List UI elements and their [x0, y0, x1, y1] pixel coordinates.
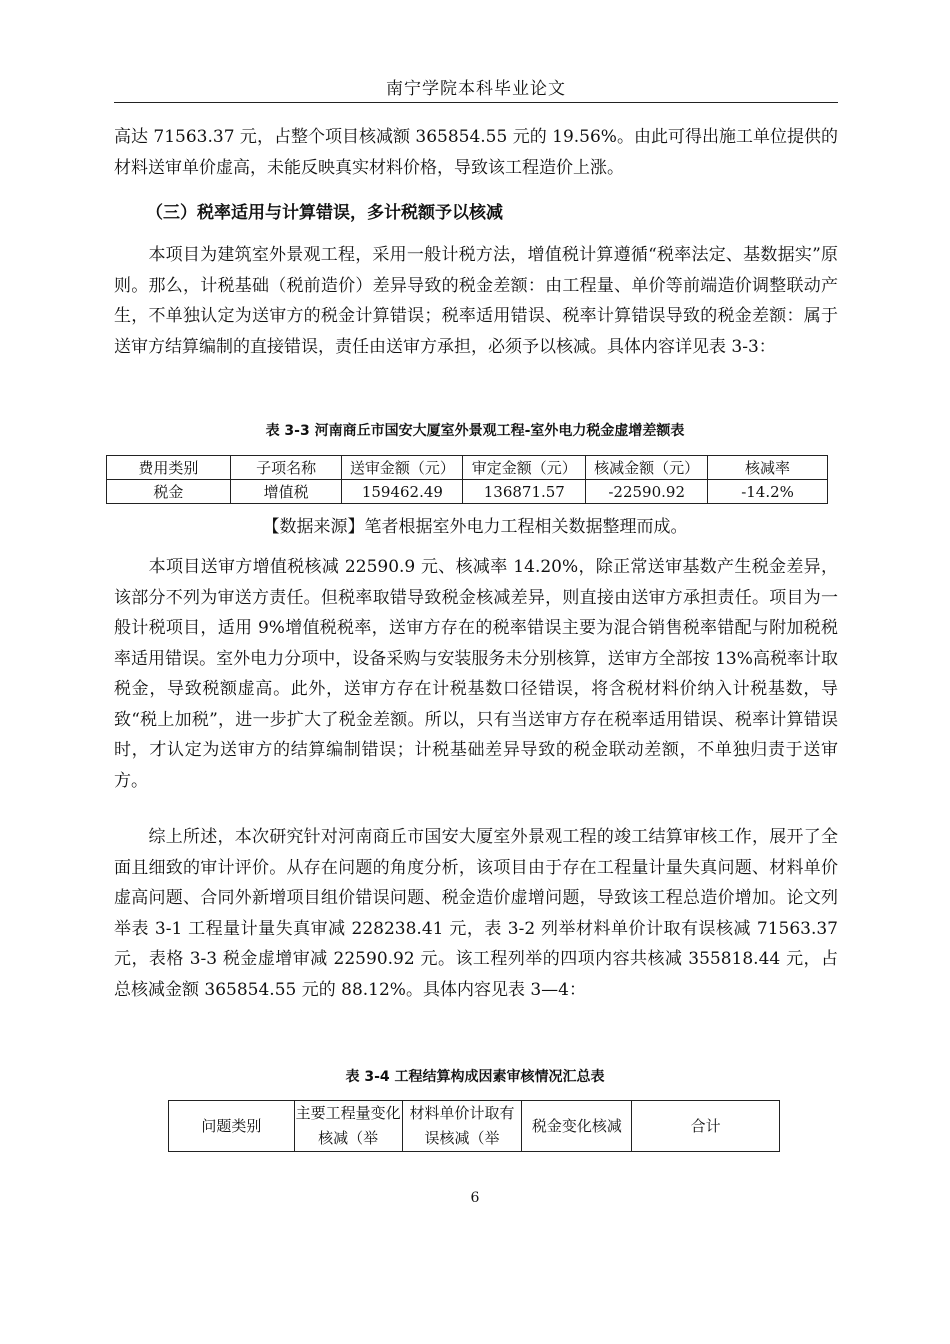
table-3-3-caption: 表 3-3 河南商丘市国安大厦室外景观工程-室外电力税金虚增差额表	[265, 423, 685, 439]
paragraph-continuation: 高达 71563.37 元，占整个项目核减额 365854.55 元的 19.56%。由此可得出施工单位提供的材料送审单价虚高，未能反映真实材料价格，导致该工程造价上涨。	[114, 127, 838, 178]
header-cell	[294, 1101, 402, 1152]
table-row	[107, 480, 828, 504]
header-cell: 审定金额（元）	[463, 456, 586, 480]
header-cell: 核减率	[708, 456, 828, 480]
table-3-3	[106, 455, 828, 504]
table-cell: 税金	[107, 480, 231, 504]
table-3-4-caption: 表 3-4 工程结算构成因素审核情况汇总表	[345, 1069, 605, 1085]
header-cell-text: 材料单价计取有误核减（举	[409, 1104, 515, 1147]
header-cell: 税金变化核减	[522, 1101, 632, 1152]
paragraph-tax-method: 本项目为建筑室外景观工程，采用一般计税方法，增值税计算遵循“税率法定、基数据实”原则。那么，计税基础（税前造价）差异导致的税金差额：由工程量、单价等前端造价调整联动产生，不单独认定为送审方的税金计算错误；税率适用错误、税率计算错误导致的税金差额：属于送审方结算编制的直接错误，责任由送审方承担，必须予以核减。具体内容详见表 3-3：	[114, 245, 838, 357]
header-cell-text: 主要工程量变化核减（举	[295, 1104, 401, 1147]
table-header-row	[169, 1101, 780, 1152]
page-number: 6	[470, 1190, 480, 1206]
header-cell: 送审金额（元）	[342, 456, 463, 480]
header-cell: 合计	[632, 1101, 780, 1152]
table-3-4	[168, 1100, 780, 1152]
header-cell: 费用类别	[107, 456, 231, 480]
header-cell: 子项名称	[230, 456, 342, 480]
section-heading: （三）税率适用与计算错误，多计税额予以核减	[146, 203, 503, 223]
table-header-row	[107, 456, 828, 480]
table-cell: 159462.49	[342, 480, 463, 504]
table-cell: 136871.57	[463, 480, 586, 504]
data-source-note: 【数据来源】笔者根据室外电力工程相关数据整理而成。	[262, 517, 688, 537]
table-cell: 增值税	[230, 480, 342, 504]
paragraph-summary: 综上所述，本次研究针对河南商丘市国安大厦室外景观工程的竣工结算审核工作，展开了全面且细致的审计评价。从存在问题的角度分析，该项目由于存在工程量计量失真问题、材料单价虚高问题、合同外新增项目组价错误问题、税金造价虚增问题，导致该工程总造价增加。论文列举表 3-1 工程量计量失真审减 228238.41 元，表 3-2 列举材料单价计取有误核减 71563.37 元，表格 3-3 税金虚增审减 22590.92 元。该工程列举的四项内容共核减 355818.44 元，占总核减金额 365854.55 元的 88.12%。具体内容见表 3—4：	[114, 827, 838, 1000]
paragraph-tax-analysis: 本项目送审方增值税核减 22590.9 元、核减率 14.20%，除正常送审基数产生税金差异，该部分不列为审送方责任。但税率取错导致税金核减差异，则直接由送审方承担责任。项目为一般计税项目，适用 9%增值税税率，送审方存在的税率错误主要为混合销售税率错配与附加税税率适用错误。室外电力分项中，设备采购与安装服务未分别核算，送审方全部按 13%高税率计取税金，导致税额虚高。此外，送审方存在计税基数口径错误，将含税材料价纳入计税基数，导致“税上加税”，进一步扩大了税金差额。所以，只有当送审方存在税率适用错误、税率计算错误时，才认定为送审方的结算编制错误；计税基础差异导致的税金联动差额，不单独归责于送审方。	[114, 557, 838, 791]
header-cell: 核减金额（元）	[586, 456, 708, 480]
table-cell: -14.2%	[708, 480, 828, 504]
header-rule	[114, 102, 838, 103]
header-cell: 问题类别	[169, 1101, 295, 1152]
header-cell	[402, 1101, 522, 1152]
page-header: 南宁学院本科毕业论文	[386, 79, 566, 99]
table-cell: -22590.92	[586, 480, 708, 504]
